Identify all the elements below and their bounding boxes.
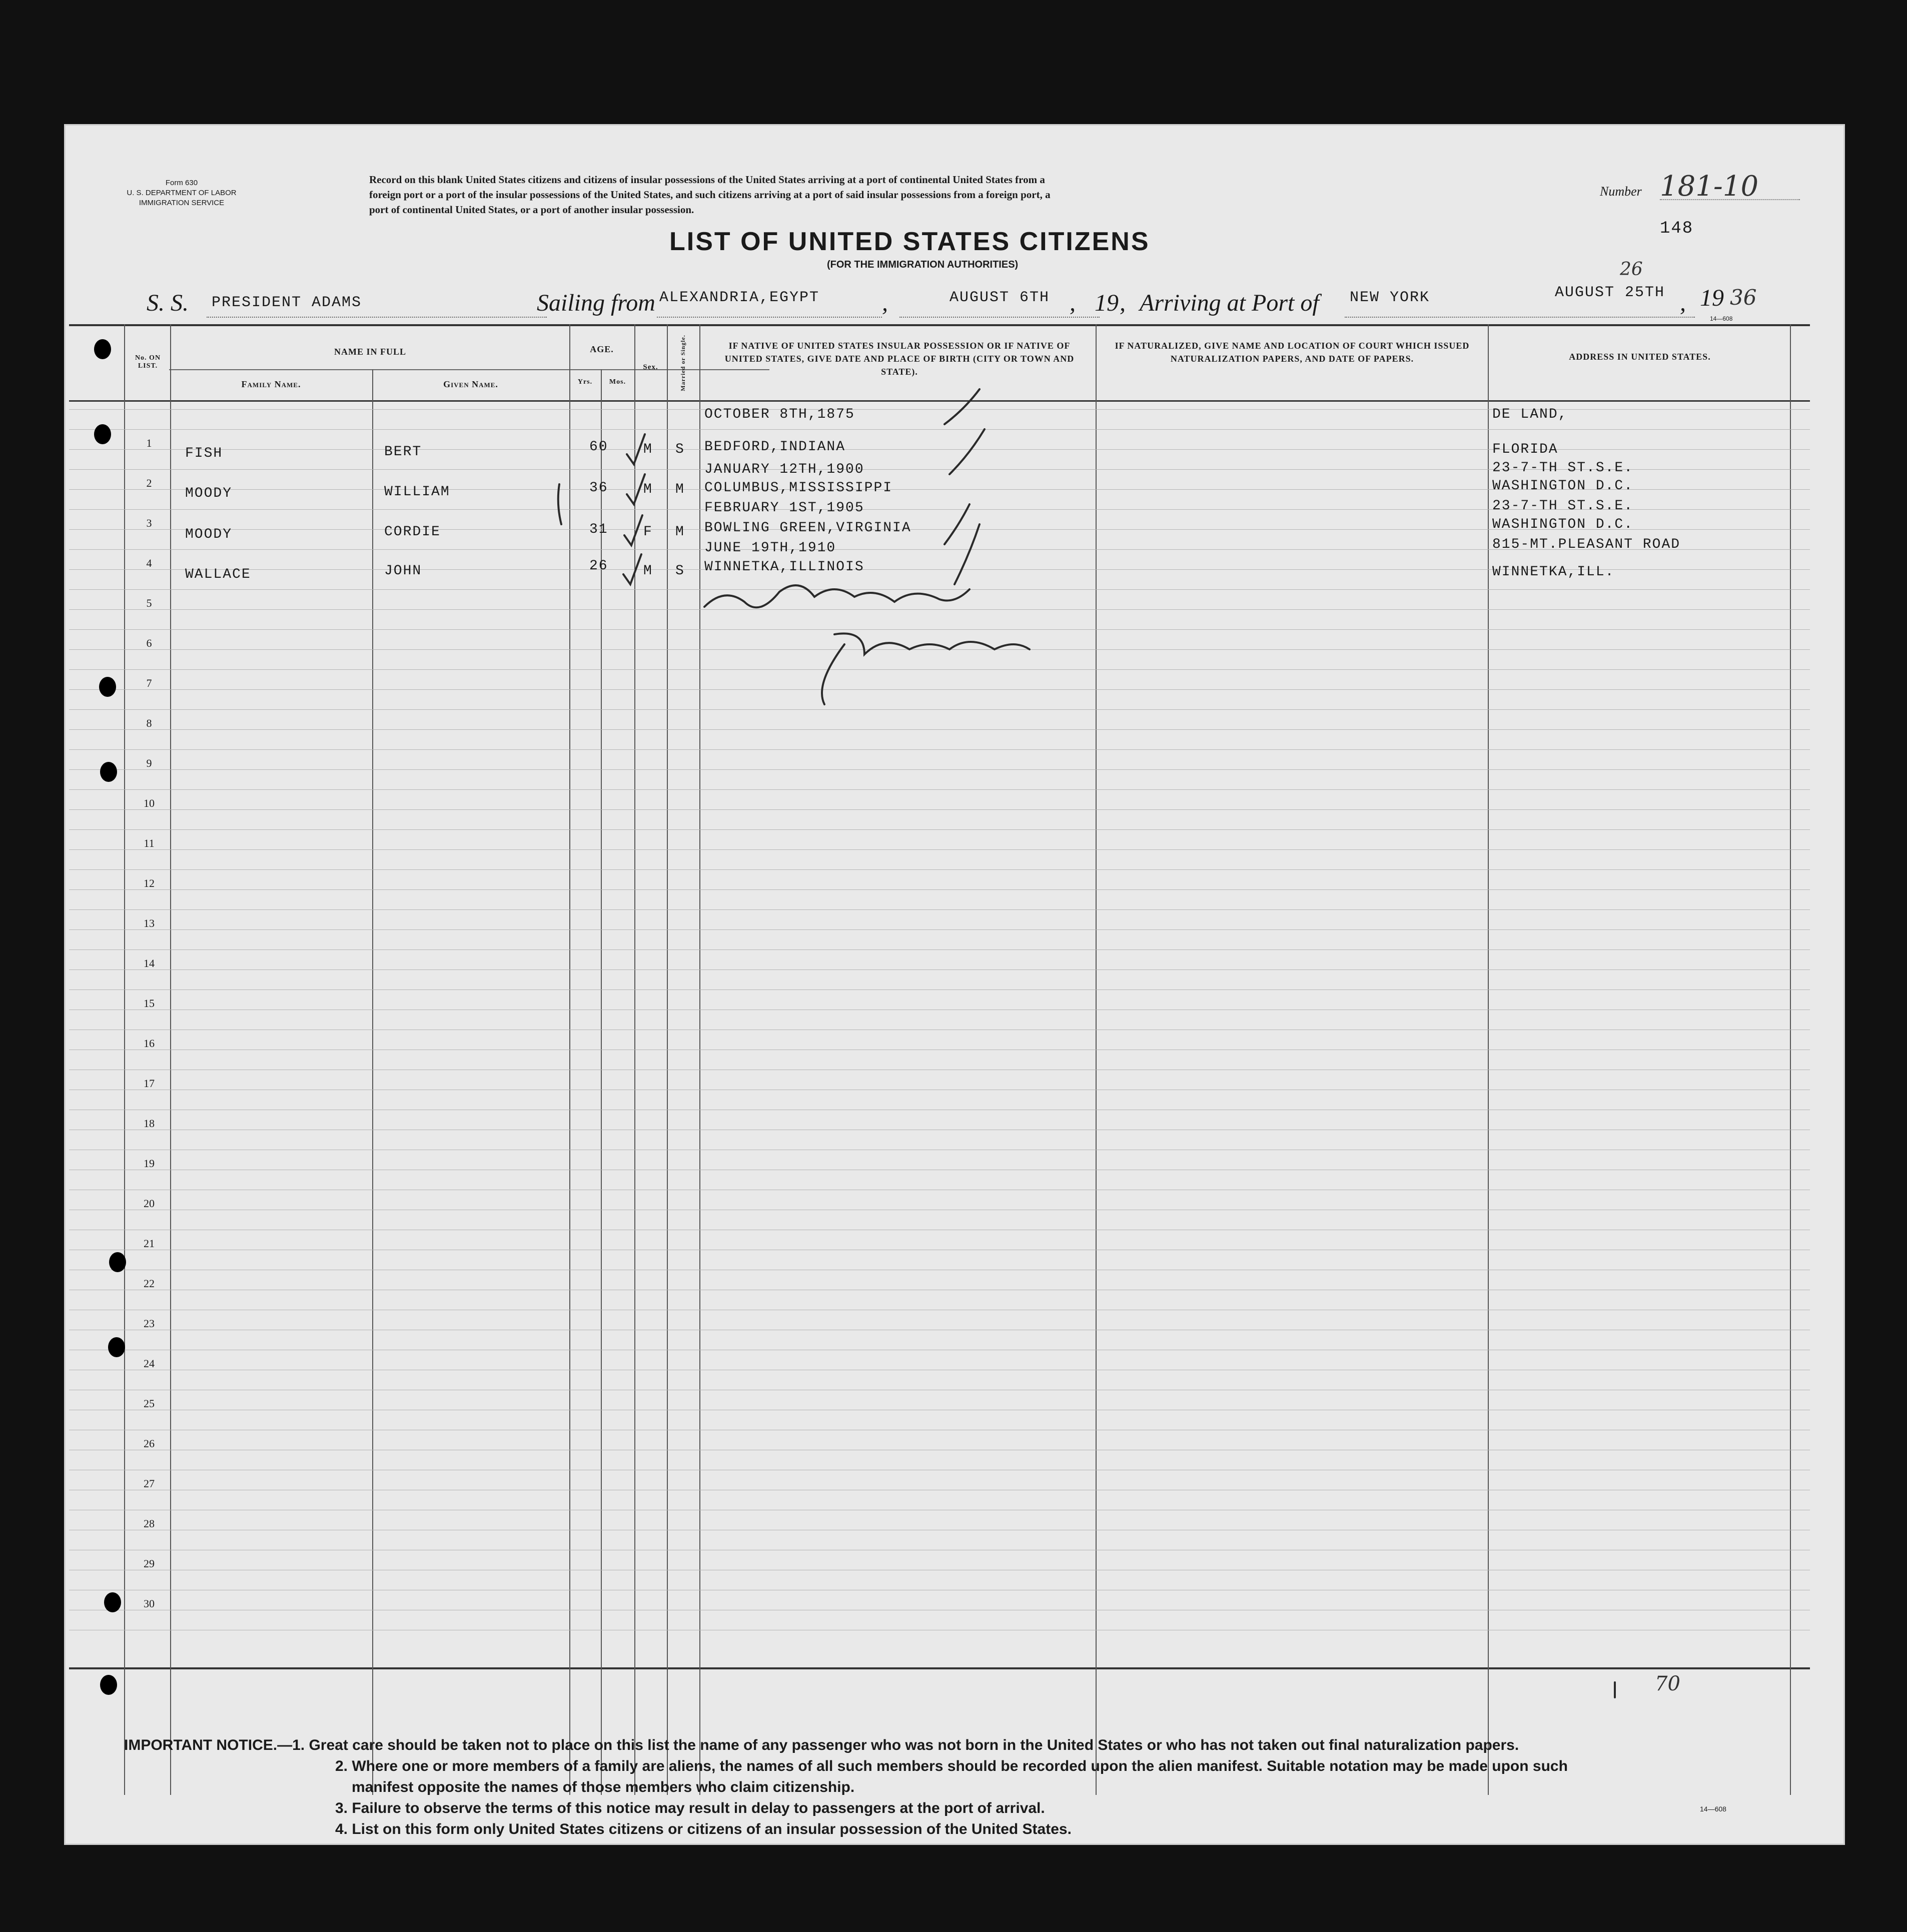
header-no-on-list: No. ON LIST. [135, 354, 161, 370]
address-line-1-2: 23-7-TH ST.S.E. [1492, 460, 1634, 476]
punch-hole [108, 1337, 125, 1357]
signature-2 [822, 633, 1030, 704]
checkmark-4 [623, 554, 641, 584]
form-subtitle: (FOR THE IMMIGRATION AUTHORITIES) [827, 259, 1019, 270]
row-number: 28 [144, 1517, 155, 1530]
marital-3: M [675, 524, 685, 540]
sailing-label: Sailing from [537, 290, 655, 316]
header-address: ADDRESS IN UNITED STATES. [1569, 352, 1711, 362]
ship-name: PRESIDENT ADAMS [212, 294, 362, 311]
comma-1: , [882, 290, 888, 316]
row-number: 19 [144, 1157, 155, 1170]
row-number: 4 [146, 557, 152, 569]
birth-place-3: BOWLING GREEN,VIRGINIA [704, 520, 911, 536]
given-name-3: CORDIE [384, 524, 441, 540]
department: U. S. DEPARTMENT OF LABOR [127, 189, 237, 197]
birth-date-1: OCTOBER 8TH,1875 [704, 407, 855, 422]
row-number: 25 [144, 1397, 155, 1410]
row-number: 21 [144, 1237, 155, 1250]
important-notice [124, 1735, 1568, 1840]
punch-hole [94, 424, 111, 444]
given-name-2: WILLIAM [384, 484, 450, 500]
instruction-line-3: port of continental United States, or a port of another insular possession. [369, 204, 694, 216]
address-line-1-3: 23-7-TH ST.S.E. [1492, 498, 1634, 514]
notice-item-2b: manifest opposite the names of those members who claim citizenship. [352, 1779, 855, 1795]
notice-heading: IMPORTANT NOTICE.— [124, 1737, 293, 1753]
given-name-1: BERT [384, 444, 422, 460]
notice-item-1: 1. Great care should be taken not to place on this list the name of any passenger who was not born in the United States or who has not taken out final naturalization papers. [292, 1737, 1519, 1753]
sex-4: M [643, 563, 653, 579]
row-number: 1 [146, 437, 152, 449]
age-2: 36 [589, 480, 608, 496]
number-value: 181-10 [1660, 170, 1759, 203]
comma-3: , [1120, 290, 1126, 316]
sex-3: F [643, 524, 653, 540]
address-line-2-2: WASHINGTON D.C. [1492, 478, 1634, 494]
notice-item-4: 4. List on this form only United States citizens or citizens of an insular possession of the United States. [335, 1821, 1072, 1837]
row-number: 6 [146, 637, 152, 649]
tick-slash-4 [955, 524, 980, 584]
age-1: 60 [589, 439, 608, 455]
birth-place-2: COLUMBUS,MISSISSIPPI [704, 480, 893, 496]
address-line-2-3: WASHINGTON D.C. [1492, 517, 1634, 532]
year-prefix-1: 19 [1095, 290, 1119, 316]
sailing-date: AUGUST 6TH [949, 289, 1050, 306]
address-line-2-4: WINNETKA,ILL. [1492, 564, 1615, 580]
punch-hole [104, 1592, 121, 1612]
tick-slash-2 [949, 429, 985, 474]
row-number: 18 [144, 1117, 155, 1130]
header-yrs: Yrs. [577, 378, 593, 386]
header-name-in-full: NAME IN FULL [334, 347, 406, 357]
birth-date-2: JANUARY 12TH,1900 [704, 462, 864, 477]
row-number: 30 [144, 1597, 155, 1610]
notice-line-1 [124, 1735, 1568, 1756]
row-number: 9 [146, 757, 152, 769]
address-line-1-4: 815-MT.PLEASANT ROAD [1492, 537, 1681, 552]
birth-date-4: JUNE 19TH,1910 [704, 540, 836, 556]
birth-place-1: BEDFORD,INDIANA [704, 439, 846, 455]
arrival-date-correction: 26 [1620, 259, 1643, 280]
arriving-label: Arriving at Port of [1140, 290, 1319, 316]
header-given-name: Given Name. [443, 379, 498, 389]
number-label: Number [1600, 184, 1642, 199]
age-4: 26 [589, 558, 608, 574]
header-family-name: Family Name. [241, 379, 301, 389]
row-number: 7 [146, 677, 152, 689]
sailing-from: ALEXANDRIA,EGYPT [659, 289, 820, 306]
service: IMMIGRATION SERVICE [139, 199, 225, 207]
marital-4: S [675, 563, 685, 579]
handwritten-marks [64, 124, 1845, 1845]
row-number: 17 [144, 1077, 155, 1090]
notice-item-3: 3. Failure to observe the terms of this notice may result in delay to passengers at the port of arrival. [335, 1800, 1045, 1816]
row-number: 12 [144, 877, 155, 889]
row-number: 3 [146, 517, 152, 529]
checkmark-3 [624, 515, 642, 545]
row-number: 20 [144, 1197, 155, 1210]
marital-1: S [675, 442, 685, 457]
punch-hole [99, 677, 116, 697]
comma-4: , [1680, 290, 1686, 316]
row-number: 23 [144, 1317, 155, 1330]
birth-place-4: WINNETKA,ILLINOIS [704, 559, 864, 575]
row-number: 10 [144, 797, 155, 809]
form-title: LIST OF UNITED STATES CITIZENS [669, 227, 1150, 256]
row-number: 15 [144, 997, 155, 1010]
print-code-bottom: 14—608 [1700, 1805, 1726, 1813]
checkmark-2 [627, 474, 645, 504]
row-number: 8 [146, 717, 152, 729]
row-number: 2 [146, 477, 152, 489]
given-name-4: JOHN [384, 563, 422, 579]
header-married-single: Married or Single. [679, 335, 686, 391]
family-name-4: WALLACE [185, 567, 251, 582]
punch-hole [94, 339, 111, 359]
year-suffix: 36 [1730, 285, 1757, 310]
family-name-1: FISH [185, 446, 223, 461]
address-line-2-1: FLORIDA [1492, 442, 1558, 457]
signature-1 [704, 585, 970, 607]
row-number: 13 [144, 917, 155, 929]
tick-slash-1 [944, 389, 980, 424]
ss-label: S. S. [147, 290, 189, 316]
arrival-date: AUGUST 25TH [1555, 284, 1665, 301]
form-id: Form 630 [165, 179, 198, 187]
header-naturalized: IF NATURALIZED, GIVE NAME AND LOCATION OF COURT WHICH ISSUED NATURALIZATION PAPERS, AND DATE OF PAPERS. [1115, 341, 1470, 364]
marital-2: M [675, 482, 685, 497]
sex-1: M [643, 442, 653, 457]
form-sheet [64, 124, 1845, 1845]
comma-2: , [1070, 290, 1076, 316]
row-number: 24 [144, 1357, 155, 1370]
instruction-line-1: Record on this blank United States citizens and citizens of insular possessions of the United States arriving at a port of continental United States from a [369, 174, 1045, 186]
header-age: AGE. [590, 344, 614, 354]
row-number: 26 [144, 1437, 155, 1450]
sex-2: M [643, 482, 653, 497]
page-number: 148 [1660, 219, 1694, 238]
header-birth: IF NATIVE OF UNITED STATES INSULAR POSSESSION OR IF NATIVE OF UNITED STATES, GIVE DATE AND PLACE OF BIRTH (CITY OR TOWN AND STATE). [724, 341, 1075, 377]
birth-date-3: FEBRUARY 1ST,1905 [704, 500, 864, 516]
header-sex: Sex. [643, 363, 658, 371]
checkmark-1 [627, 434, 645, 464]
punch-hole [109, 1252, 126, 1272]
punch-hole [100, 762, 117, 782]
header-mos: Mos. [609, 378, 626, 386]
year-prefix-2: 19 [1700, 285, 1724, 311]
family-name-2: MOODY [185, 486, 233, 501]
margin-note: 70 [1655, 1672, 1680, 1695]
instruction-line-2: foreign port or a port of the insular possessions of the United States, and such citizens arriving at a port of said insular possessions from a foreign port, a [369, 189, 1051, 201]
punch-hole [100, 1675, 117, 1695]
row-number: 14 [144, 957, 155, 970]
row-number: 22 [144, 1277, 155, 1290]
tick-slash-3 [944, 504, 970, 544]
bracket-mark [558, 484, 561, 524]
row-number: 11 [144, 837, 155, 849]
row-number: 16 [144, 1037, 155, 1050]
age-3: 31 [589, 522, 608, 537]
row-number: 5 [146, 597, 152, 609]
print-code-top: 14—608 [1710, 315, 1733, 322]
arrival-port: NEW YORK [1350, 289, 1430, 306]
family-name-3: MOODY [185, 527, 233, 542]
row-number: 29 [144, 1557, 155, 1570]
notice-item-2a: 2. Where one or more members of a family are aliens, the names of all such members should be recorded upon the alien manifest. Suitable notation may be made upon such [335, 1758, 1568, 1774]
address-line-1-1: DE LAND, [1492, 407, 1568, 422]
row-number: 27 [144, 1477, 155, 1490]
